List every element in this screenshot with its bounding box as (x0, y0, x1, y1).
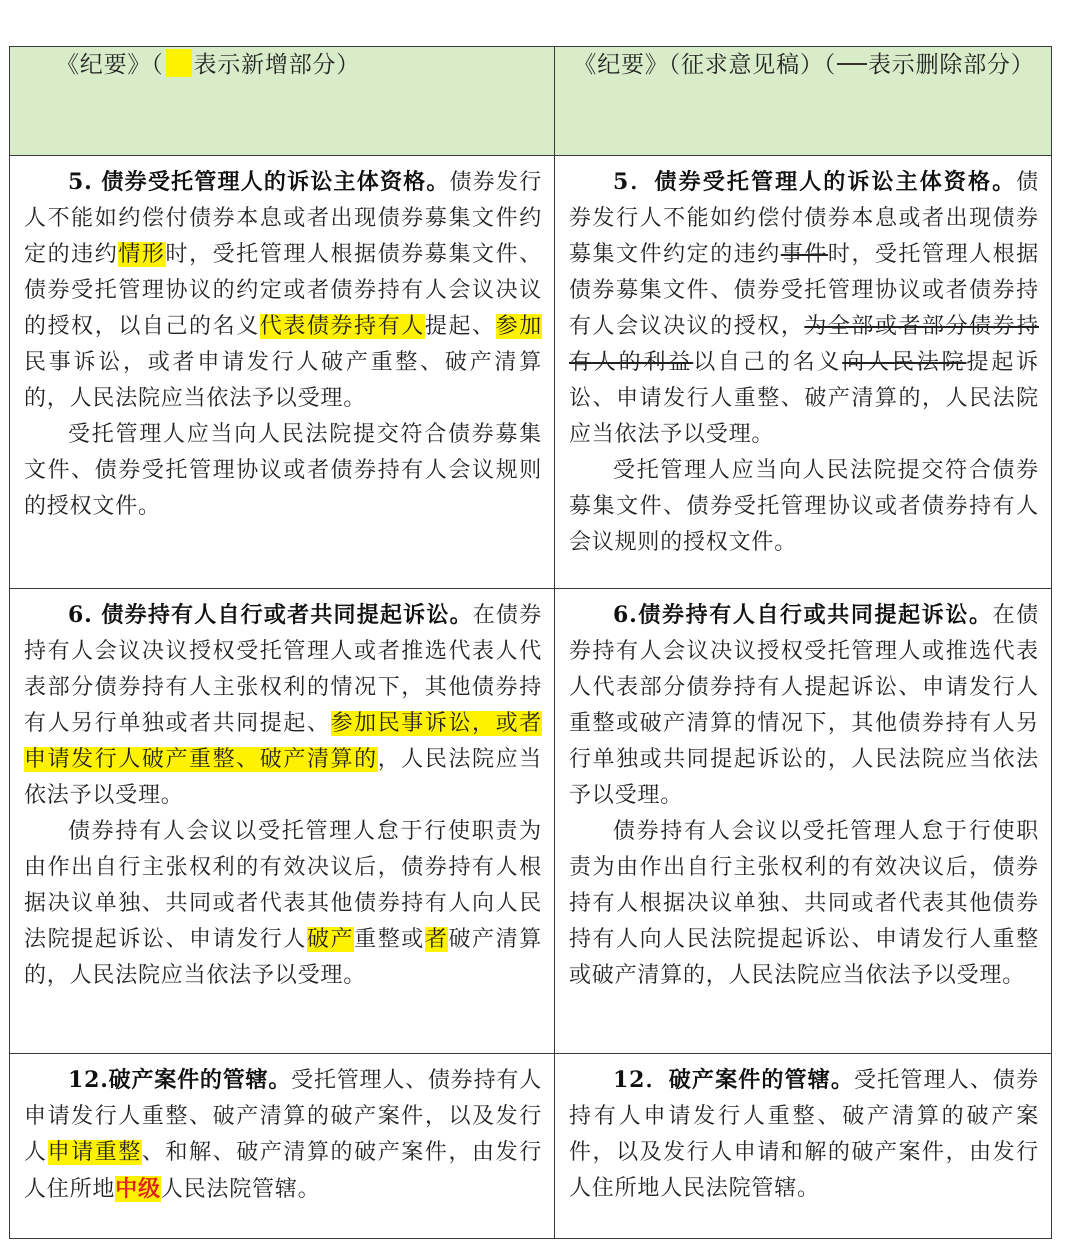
clause-row-6 (10, 589, 1052, 1054)
text-run: 以自己的名义 (693, 350, 843, 375)
header-left-suffix: 表示新增部分） (193, 52, 361, 78)
header-draft-version (555, 47, 1052, 156)
text-run: 提起诉讼、申请发行人重整、破产清算的，人民法院应当依法予以受理。 (569, 350, 1039, 447)
clause-5-draft (555, 156, 1052, 589)
text-run: 受托管理人、债券持有人申请发行人重整、破产清算的破产案件，以及发行人 (24, 1068, 542, 1165)
clause-heading: 6. 债券持有人自行或者共同提起诉讼。 (68, 602, 473, 628)
clause-12-final-para-1 (24, 1062, 542, 1208)
clause-5-final (10, 156, 555, 589)
highlight-legend-swatch (166, 49, 192, 77)
clause-6-draft-para-1 (569, 597, 1039, 814)
clause-12-draft-para-1 (569, 1062, 1039, 1207)
text-run: 民事诉讼，或者申请发行人破产重整、破产清算的，人民法院应当依法予以受理。 (24, 350, 542, 411)
text-run: 人民法院管辖。 (160, 1177, 321, 1202)
clause-12-final (10, 1054, 555, 1239)
text-run: 重整或 (354, 927, 425, 952)
header-right-prefix: 《纪要》（征求意见稿）（ (573, 52, 836, 78)
text-run: 在债券持有人会议决议授权受托管理人或推选代表人代表部分债券持有人提起诉讼、申请发行人重整或破产清算的情况下，其他债券持有人另行单独或共同提起诉讼的，人民法院应当依法予以受理。 (569, 603, 1039, 808)
text-run: 、和解、破产清算的破产案件，由发行人住所地 (24, 1140, 542, 1202)
text-run: 债券发行人不能如约偿付债券本息或者出现债券募集文件约定的违约 (24, 170, 543, 267)
clause-heading: 5．债券受托管理人的诉讼主体资格。 (613, 169, 1017, 195)
text-run: 债券持有人会议以受托管理人怠于行使职责为由作出自行主张权利的有效决议后，债券持有人根据决议单独、共同或者代表其他债券持有人向人民法院提起诉讼、申请发行人 (24, 819, 542, 952)
clause-row-5 (10, 156, 1052, 589)
deleted-text: 向人民法院 (842, 350, 967, 375)
text-run: 在债券持有人会议决议授权受托管理人或者推选代表人代表部分债券持有人主张权利的情况下，其他债券持有人另行单独或者共同提起、 (24, 603, 542, 736)
text-run: ，人民法院应当依法予以受理。 (24, 747, 542, 808)
clause-6-final-para-2 (24, 814, 542, 994)
added-text-highlight: 代表债券持有人 (259, 314, 425, 339)
added-text-highlight: 参加民事诉讼，或者申请发行人破产重整、破产清算的 (24, 711, 543, 772)
header-right-suffix: 表示删除部分） (868, 52, 1035, 78)
header-left-prefix: 《纪要》（ (56, 52, 164, 78)
clause-6-draft (555, 589, 1052, 1054)
added-text-highlight: 破产 (306, 927, 355, 952)
header-final-version (10, 47, 555, 156)
clause-5-final-para-1 (24, 164, 542, 417)
added-text-highlight: 参加 (495, 314, 542, 339)
deleted-text: 为全部或者部分债券持有人的利益 (569, 314, 1039, 375)
text-run: 破产清算的，人民法院应当依法予以受理。 (24, 927, 543, 988)
text-run: 提起、 (424, 314, 496, 339)
added-text-highlight: 申请重整 (47, 1140, 142, 1165)
clause-heading: 5. 债券受托管理人的诉讼主体资格。 (68, 169, 450, 195)
text-run: 时，受托管理人根据债券募集文件、债券受托管理协议或者债券持有人会议决议的授权， (569, 242, 1039, 339)
strikethrough-legend-mark (837, 63, 867, 65)
added-text-highlight-red: 中级 (115, 1176, 161, 1202)
header-row (10, 47, 1052, 156)
deleted-text: 事件 (780, 242, 828, 267)
added-text-highlight: 情形 (118, 242, 166, 267)
clause-5-final-para-2: 受托管理人应当向人民法院提交符合债券募集文件、债券受托管理协议或者债券持有人会议规则的授权文件。 (24, 422, 542, 519)
clause-5-draft-para-2: 受托管理人应当向人民法院提交符合债券募集文件、债券受托管理协议或者债券持有人会议规则的授权文件。 (569, 458, 1039, 555)
clause-heading: 12．破产案件的管辖。 (613, 1067, 855, 1093)
clause-6-draft-para-2: 债券持有人会议以受托管理人怠于行使职责为由作出自行主张权利的有效决议后，债券持有人根据决议单独、共同或者代表其他债券持有人向人民法院提起诉讼、申请发行人重整或破产清算的，人民法院应当依法予以受理。 (569, 819, 1039, 988)
clause-6-final-para-1 (24, 597, 542, 814)
clause-heading: 12.破产案件的管辖。 (68, 1067, 292, 1093)
clause-12-draft (555, 1054, 1052, 1239)
clause-heading: 6.债券持有人自行或共同提起诉讼。 (613, 602, 993, 628)
text-run: 债券发行人不能如约偿付债券本息或者出现债券募集文件约定的违约 (569, 170, 1039, 267)
clause-row-12 (10, 1054, 1052, 1239)
added-text-highlight: 者 (424, 927, 449, 952)
clause-5-draft-para-1 (569, 164, 1039, 453)
clause-6-final (10, 589, 555, 1054)
text-run: 受托管理人、债券持有人申请发行人重整、破产清算的破产案件，以及发行人申请和解的破产案件，由发行人住所地人民法院管辖。 (569, 1068, 1039, 1201)
text-run: 时，受托管理人根据债券募集文件、债券受托管理协议的约定或者债券持有人会议决议的授权，以自己的名义 (24, 242, 542, 339)
comparison-table (9, 46, 1052, 1239)
